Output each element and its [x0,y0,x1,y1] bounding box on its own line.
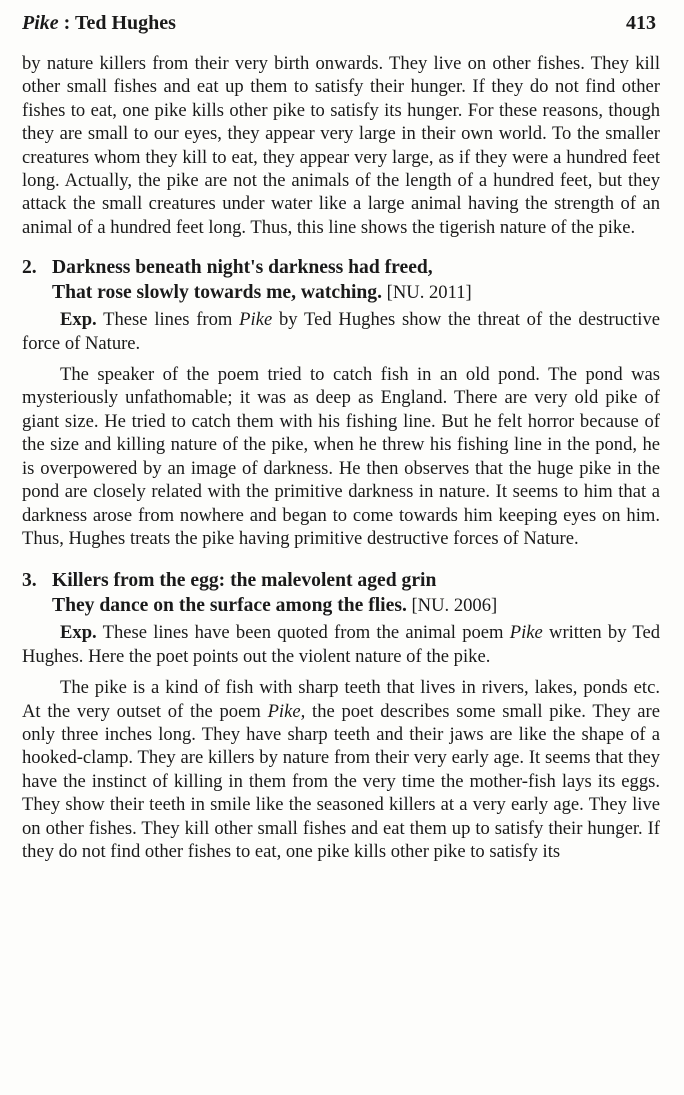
explanation-paragraph [22,308,660,355]
running-title-rest: : Ted Hughes [58,12,176,34]
page-number: 413 [626,12,656,34]
exp-text-pre: These lines from [96,309,240,331]
body-paragraph [22,676,660,863]
quote-line-2: That rose slowly towards me, watching. [52,282,383,304]
intro-paragraph: by nature killers from their very birth onwards. They live on other fishes. They kill other small fishes and eat up them to satisfy their hunger. If they do not find other fishes to eat, one pike kills other pike to satisfy its hunger. For these reasons, though they are small to our eyes, they appear very large in their own world. To the smaller creatures whom they kill to eat, they appear very large, as if they were a hundred feet long. Actually, the pike are not the animals of the length of a hundred feet, but they attack the small creatures under water like a large animal having the strength of an animal of a hundred feet long. Thus, this line shows the tigerish nature of the pike. [22,53,660,238]
exam-reference: [NU. 2006] [406,595,498,617]
section-number: 2. [22,257,37,279]
exp-text-pre: These lines have been quoted from the animal poem [96,622,510,644]
quote-line-1: Killers from the egg: the malevolent aged grin [52,570,437,592]
running-header [22,8,660,52]
exam-reference: [NU. 2011] [382,282,472,304]
running-title [22,12,176,35]
quote-heading [22,568,660,618]
running-title-italic: Pike [22,12,59,34]
body-paragraph: The speaker of the poem tried to catch fish in an old pond. The pond was mysteriously unfathomable; it was as deep as England. There are very old pike of giant size. He tried to catch them with his fishing line. But he felt horror because of the size and killing nature of the pike, when he threw his fishing line in the pond, he is overpowered by an image of darkness. He then observes that the huge pike in the pond are closely related with the primitive darkness in nature. It seems to him that a darkness arose from nowhere and began to come towards him keeping eyes on him. Thus, Hughes treats the pike having primitive destructive forces of Nature. [22,364,660,549]
exp-text-post: by Ted Hughes show the threat of the destructive force of Nature. [22,309,661,354]
exp-text-italic: Pike [509,622,543,644]
exp-text-italic: Pike [239,309,273,331]
exp-label: Exp. [60,309,97,331]
quote-line-1: Darkness beneath night's darkness had freed, [52,257,433,279]
explanation-paragraph [22,621,660,668]
body-text-italic: Pike, [267,700,306,722]
section-2 [22,255,660,550]
exp-label: Exp. [60,622,97,644]
section-number: 3. [22,570,37,592]
exp-text-post: written by Ted Hughes. Here the poet points out the violent nature of the pike. [22,622,661,667]
body-text-pre: The pike is a kind of fish with sharp teeth that lives in rivers, lakes, ponds etc. At the very outset of the poem [22,677,660,722]
quote-heading [22,255,660,305]
section-3 [22,568,660,863]
quote-line-2: They dance on the surface among the flies. [52,595,407,617]
body-text-post: the poet describes some small pike. They are only three inches long. They have sharp teeth and their jaws are like the shape of a hooked-clamp. They are killers by nature from their very early age. It seems that they have the instinct of killing in them from the very time the mother-fish lays its eggs. They show their teeth in smile like the seasoned killers at a very early age. They live on other fishes. They kill other small fishes and eat them up to satisfy their hunger. If they do not find other fishes to eat, one pike kills other pike to satisfy its [22,700,660,862]
